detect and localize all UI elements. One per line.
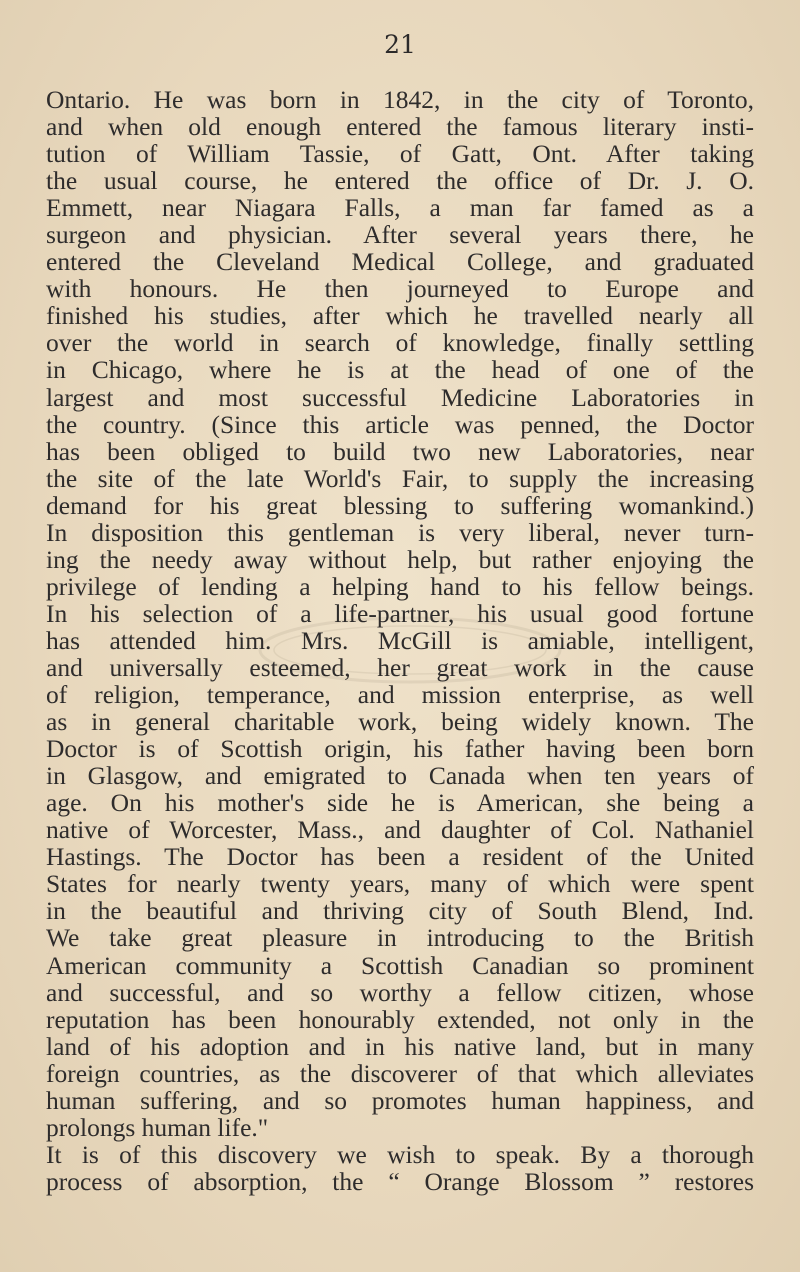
text-line: States for nearly twenty years, many of which were spent — [46, 869, 754, 899]
text-line: We take great pleasure in introducing to the British — [46, 923, 754, 953]
text-line: privilege of lending a helping hand to his fellow beings. — [46, 571, 754, 601]
text-line: Doctor is of Scottish origin, his father having been born — [46, 734, 754, 764]
text-line: as in general charitable work, being widely known. The — [46, 707, 754, 737]
text-line: has attended him. Mrs. McGill is amiable, intelligent, — [46, 625, 754, 655]
page-number: 21 — [384, 30, 416, 59]
text-line: the country. (Since this article was penned, the Doctor — [46, 409, 754, 439]
text-line: in the beautiful and thriving city of South Blend, Ind. — [46, 896, 754, 926]
text-line: In disposition this gentleman is very liberal, never turn- — [46, 517, 754, 547]
text-line: largest and most successful Medicine Laboratories in — [46, 382, 754, 412]
text-line: the site of the late World's Fair, to supply the increasing — [46, 463, 754, 493]
text-line: in Chicago, where he is at the head of one of the — [46, 355, 754, 385]
text-line: entered the Cleveland Medical College, and graduated — [46, 247, 754, 277]
text-line: and successful, and so worthy a fellow citizen, whose — [46, 977, 754, 1007]
text-line: reputation has been honourably extended, not only in the — [46, 1004, 754, 1034]
text-line: prolongs human life." — [46, 1112, 269, 1142]
text-line: tution of William Tassie, of Gatt, Ont. After taking — [46, 139, 754, 169]
text-line: demand for his great blessing to suffering womankind.) — [46, 490, 754, 520]
text-line: and universally esteemed, her great work in the cause — [46, 652, 754, 682]
text-line: human suffering, and so promotes human happiness, and — [46, 1085, 754, 1115]
body-text — [46, 86, 754, 1195]
text-line: American community a Scottish Canadian so prominent — [46, 950, 754, 980]
text-line: It is of this discovery we wish to speak. By a thorough — [46, 1139, 754, 1169]
text-line: surgeon and physician. After several years there, he — [46, 220, 754, 250]
text-line: native of Worcester, Mass., and daughter of Col. Nathaniel — [46, 815, 754, 845]
text-line: with honours. He then journeyed to Europe and — [46, 274, 754, 304]
text-line: ing the needy away without help, but rather enjoying the — [46, 544, 754, 574]
text-line: in Glasgow, and emigrated to Canada when ten years of — [46, 761, 754, 791]
text-line: and when old enough entered the famous literary insti- — [46, 112, 754, 142]
text-line: foreign countries, as the discoverer of that which alleviates — [46, 1058, 754, 1088]
text-line: Hastings. The Doctor has been a resident of the United — [46, 842, 754, 872]
text-line: land of his adoption and in his native land, but in many — [46, 1031, 754, 1061]
text-line: age. On his mother's side he is American, she being a — [46, 788, 754, 818]
text-line: over the world in search of knowledge, finally settling — [46, 328, 754, 358]
text-line: the usual course, he entered the office of Dr. J. O. — [46, 166, 754, 196]
text-line: Ontario. He was born in 1842, in the city of Toronto, — [46, 85, 754, 114]
text-line: process of absorption, the “ Orange Blossom ” restores — [46, 1166, 754, 1196]
text-line: has been obliged to build two new Laboratories, near — [46, 436, 754, 466]
text-line: Emmett, near Niagara Falls, a man far famed as a — [46, 193, 754, 223]
text-line: finished his studies, after which he travelled nearly all — [46, 301, 754, 331]
text-line: In his selection of a life-partner, his usual good fortune — [46, 598, 754, 628]
text-line: of religion, temperance, and mission enterprise, as well — [46, 680, 754, 710]
